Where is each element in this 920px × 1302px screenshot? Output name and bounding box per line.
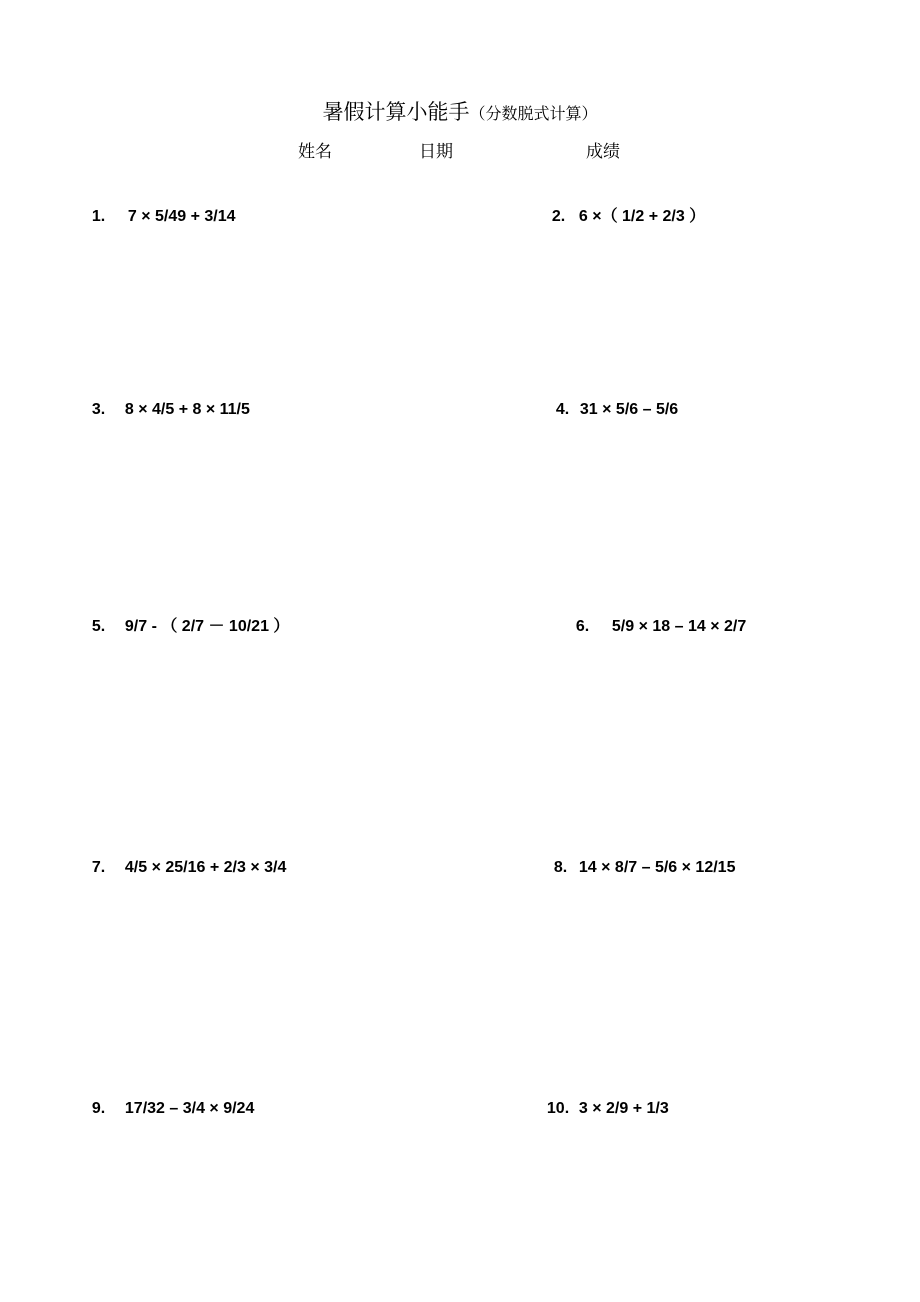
score-label: 成绩 <box>586 142 620 162</box>
problem-number: 9. <box>91 1100 106 1117</box>
problem-3 <box>83 380 250 420</box>
title-subtitle: （分数脱式计算） <box>469 104 598 123</box>
problem-expression: 5/9 × 18 – 14 × 2/7 <box>611 618 747 635</box>
date-label: 日期 <box>419 142 453 162</box>
problem-expression: 17/32 – 3/4 × 9/24 <box>124 1100 255 1117</box>
problem-number: 3. <box>91 401 106 418</box>
problem-expression: 8 × 4/5 + 8 × 11/5 <box>124 401 250 418</box>
problem-number: 8. <box>553 859 568 876</box>
problem-number: 5. <box>91 618 106 635</box>
problem-1 <box>83 187 236 227</box>
problem-4 <box>547 380 678 420</box>
problem-7 <box>83 838 286 878</box>
problem-expression: 6 ×（ 1/2 + 2/3 ） <box>578 208 706 225</box>
page-title <box>0 96 920 126</box>
problem-5 <box>83 597 289 637</box>
problem-9 <box>83 1079 254 1119</box>
problem-expression: 7 × 5/49 + 3/14 <box>127 208 236 225</box>
problem-number: 2. <box>551 208 566 225</box>
problem-number: 6. <box>575 618 590 635</box>
problem-number: 1. <box>91 208 106 225</box>
name-label: 姓名 <box>298 142 332 162</box>
problem-expression: 14 × 8/7 – 5/6 × 12/15 <box>578 859 736 876</box>
problem-expression: 31 × 5/6 – 5/6 <box>579 401 679 418</box>
problem-number: 10. <box>546 1100 570 1117</box>
problem-8 <box>545 838 735 878</box>
problem-6 <box>567 597 746 637</box>
problem-number: 7. <box>91 859 106 876</box>
problem-10 <box>538 1079 669 1119</box>
problem-expression: 3 × 2/9 + 1/3 <box>578 1100 669 1117</box>
problem-2 <box>543 187 705 227</box>
title-main: 暑假计算小能手 <box>322 100 470 124</box>
problem-expression: 4/5 × 25/16 + 2/3 × 3/4 <box>124 859 287 876</box>
problem-number: 4. <box>555 401 570 418</box>
problem-expression: 9/7 - （ 2/7 － 10/21 ） <box>124 618 290 635</box>
